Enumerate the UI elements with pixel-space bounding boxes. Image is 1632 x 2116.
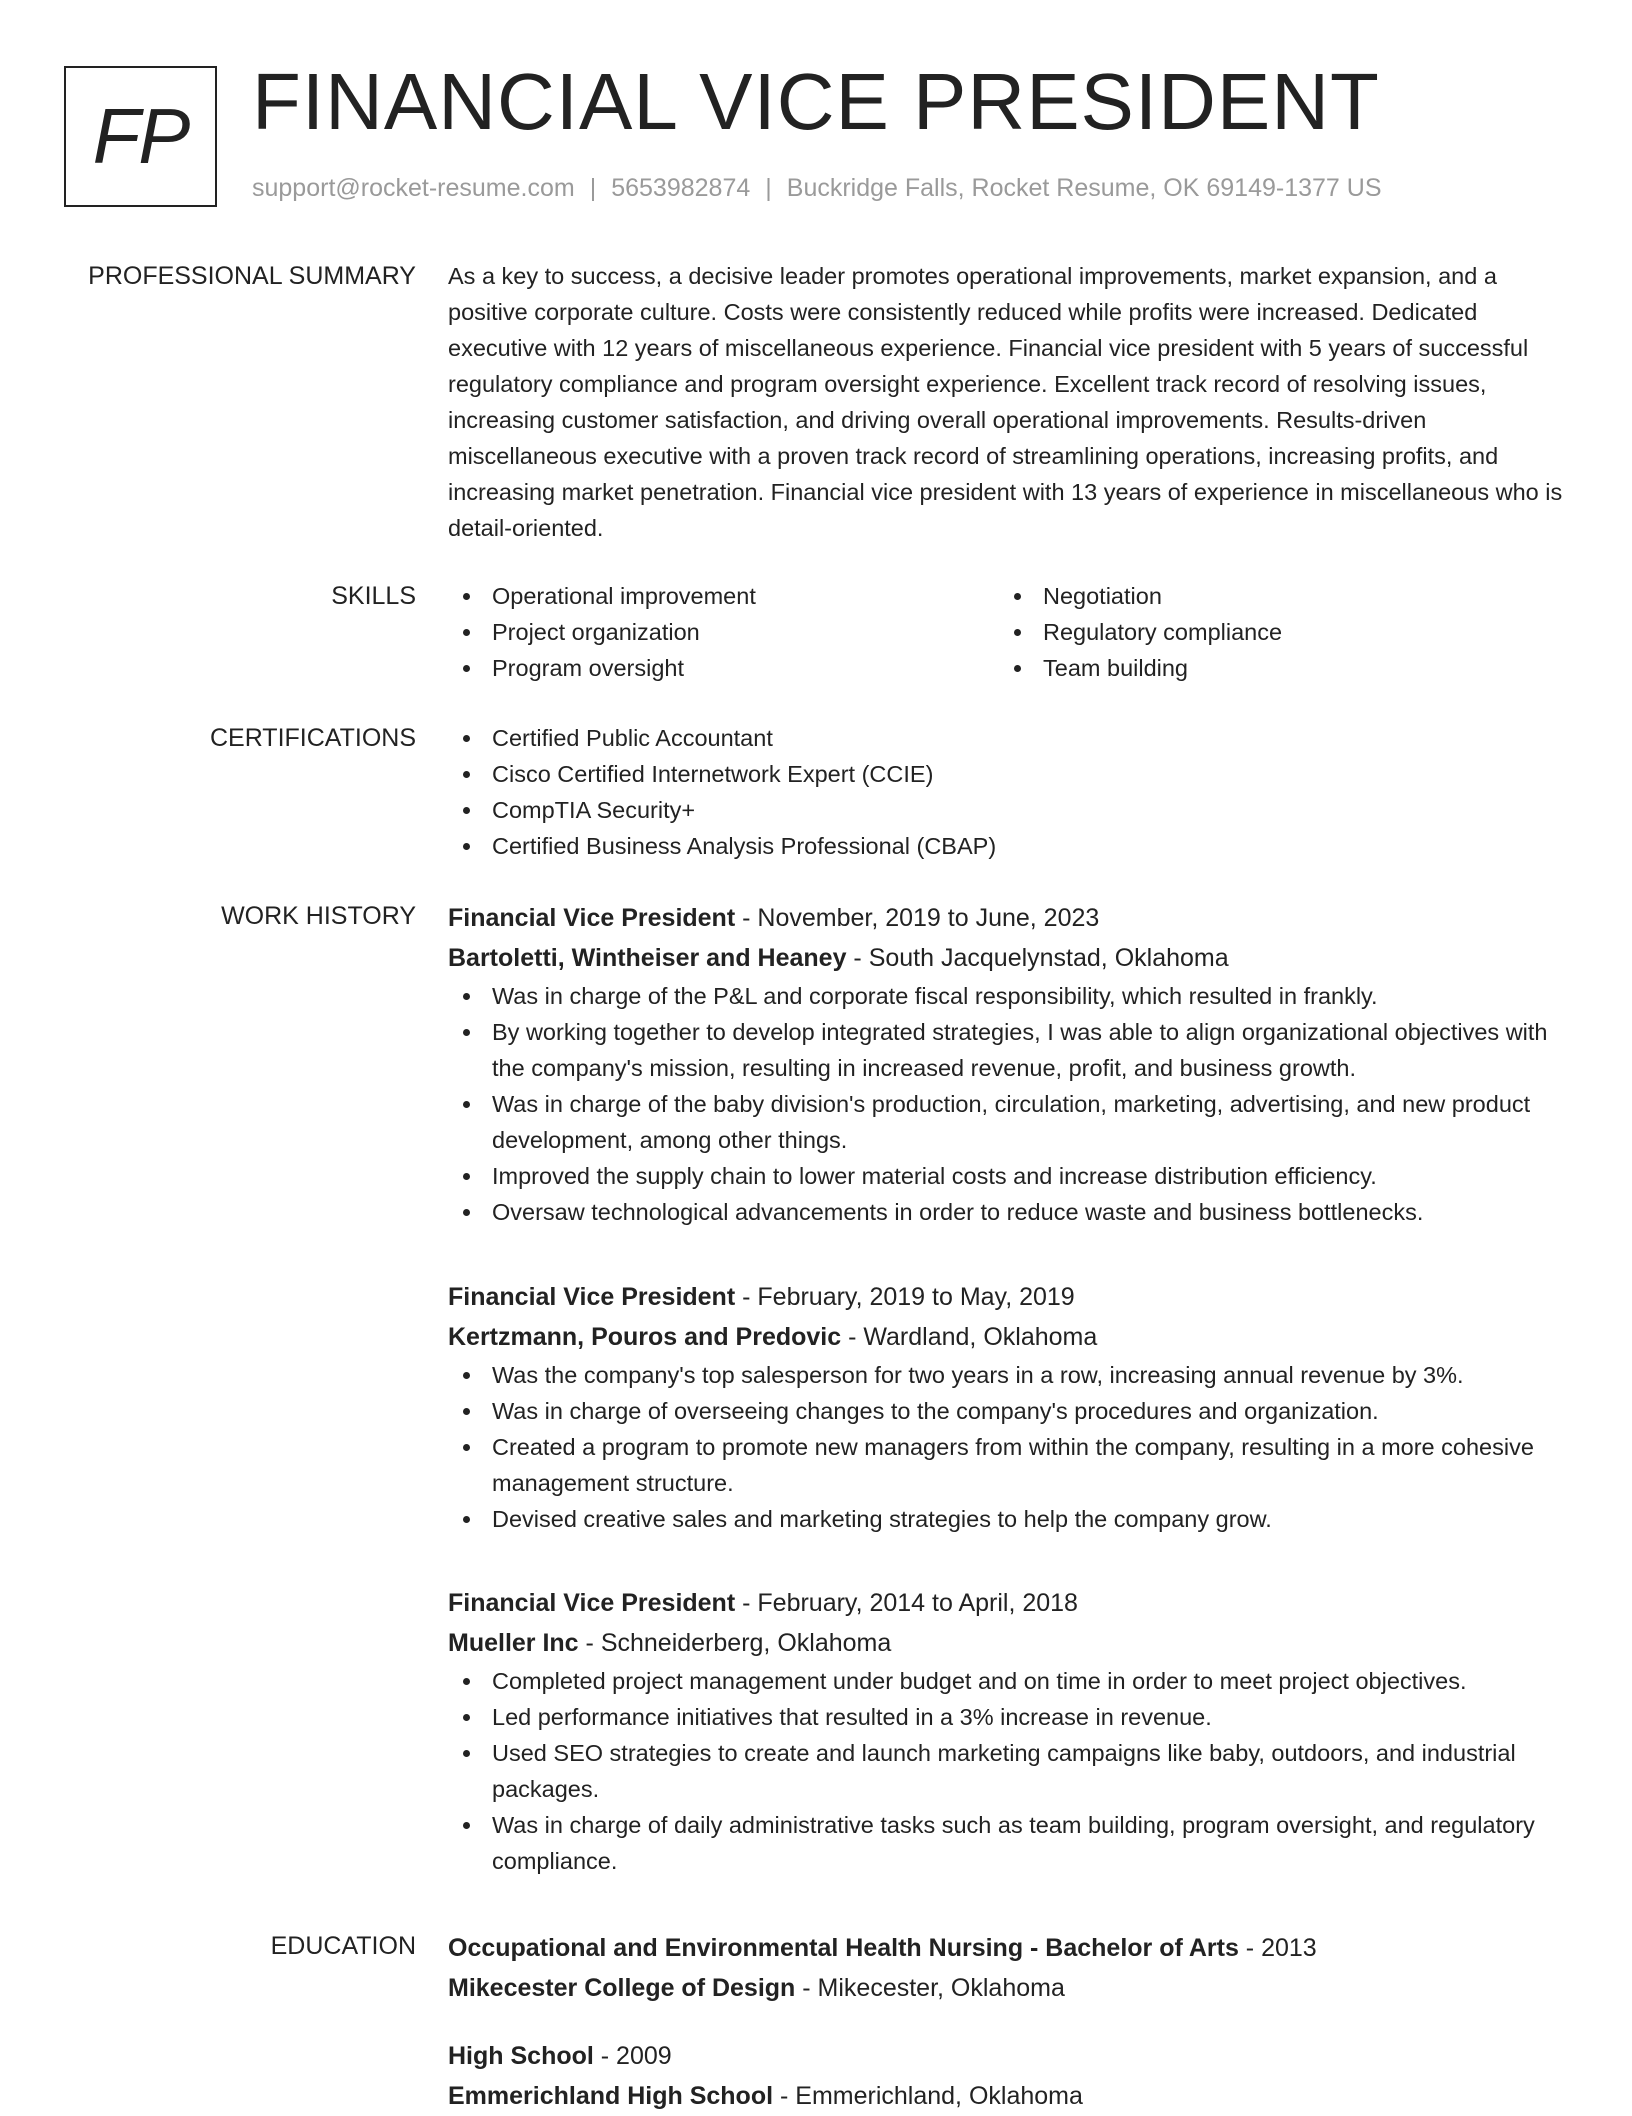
contact-separator: | (765, 174, 772, 202)
education-heading: EDUCATION (270, 1932, 416, 1960)
certifications-heading: CERTIFICATIONS (209, 724, 416, 752)
school: Emmerichland High School (448, 2082, 774, 2110)
skill-item: Project organization (448, 614, 999, 650)
job-company-line: Mueller Inc - Schneiderberg, Oklahoma (448, 1629, 892, 1657)
job-bullet: Was in charge of the P&L and corporate fiscal responsibility, which resulted in frankly. (448, 978, 1578, 1014)
job-bullet: Led performance initiatives that resulted in a 3% increase in revenue. (448, 1699, 1578, 1735)
job-entry (448, 898, 1578, 1230)
job-bullets (448, 1357, 1578, 1537)
job-entry (448, 1583, 1578, 1879)
contact-line (252, 174, 1382, 203)
job-bullet: Was the company's top salesperson for two years in a row, increasing annual revenue by 3%. (448, 1357, 1578, 1393)
job-company: Bartoletti, Wintheiser and Heaney (448, 944, 847, 972)
certifications-list (448, 720, 1578, 864)
job-title-line: Financial Vice President - November, 2019 to June, 2023 (448, 904, 1100, 932)
resume-title: FINANCIAL VICE PRESIDENT (252, 57, 1380, 146)
skill-item: Operational improvement (448, 578, 999, 614)
contact-separator: | (589, 174, 597, 202)
job-bullet: Completed project management under budget and on time in order to meet project objectives. (448, 1663, 1578, 1699)
job-dates: February, 2014 to April, 2018 (757, 1589, 1078, 1617)
skill-item: Team building (999, 650, 1550, 686)
skills-heading: SKILLS (331, 582, 416, 610)
skills-list-left (448, 578, 999, 686)
job-bullets (448, 978, 1578, 1230)
job-bullets (448, 1663, 1578, 1879)
job-title: Financial Vice President (448, 1283, 736, 1311)
job-bullet: Used SEO strategies to create and launch marketing campaigns like baby, outdoors, and industrial packages. (448, 1735, 1578, 1807)
school-location: Emmerichland, Oklahoma (795, 2082, 1083, 2110)
summary-heading: PROFESSIONAL SUMMARY (88, 262, 416, 290)
job-title: Financial Vice President (448, 1589, 736, 1617)
job-bullet: By working together to develop integrated strategies, I was able to align organizational objectives with the company's mission, resulting in increased revenue, profit, and business growth. (448, 1014, 1578, 1086)
skill-item: Regulatory compliance (999, 614, 1550, 650)
certification-item: Certified Public Accountant (448, 720, 1578, 756)
job-company-line: Kertzmann, Pouros and Predovic - Wardland, Oklahoma (448, 1323, 1098, 1351)
job-dates: November, 2019 to June, 2023 (757, 904, 1100, 932)
contact-email[interactable]: support@rocket-resume.com (252, 174, 575, 202)
job-location: Wardland, Oklahoma (863, 1323, 1098, 1351)
monogram-logo (64, 66, 217, 207)
degree-line: Occupational and Environmental Health Nursing - Bachelor of Arts - 2013 (448, 1934, 1317, 1962)
school-line: Emmerichland High School - Emmerichland, Oklahoma (448, 2082, 1083, 2110)
certification-item: CompTIA Security+ (448, 792, 1578, 828)
degree-line: High School - 2009 (448, 2042, 672, 2070)
job-bullet: Created a program to promote new managers from within the company, resulting in a more cohesive management structure. (448, 1429, 1578, 1501)
summary-text: As a key to success, a decisive leader promotes operational improvements, market expansion, and a positive corporate culture. Costs were consistently reduced while profits were increased. Dedicated executive with 12 years of miscellaneous experience. Financial vice president with 5 years of successful regulatory compliance and program oversight experience. Excellent track record of resolving issues, increasing customer satisfaction, and driving overall operational improvements. Results-driven miscellaneous executive with a proven track record of streamlining operations, increasing profits, and increasing market penetration. Financial vice president with 13 years of experience in miscellaneous who is detail-oriented. (448, 263, 1563, 541)
job-company-line: Bartoletti, Wintheiser and Heaney - South Jacquelynstad, Oklahoma (448, 944, 1229, 972)
education-entry (448, 2036, 1578, 2116)
skill-item: Negotiation (999, 578, 1550, 614)
job-company: Kertzmann, Pouros and Predovic (448, 1323, 842, 1351)
contact-phone[interactable]: 5653982874 (611, 174, 751, 202)
skills-list-right (999, 578, 1550, 686)
job-title-line: Financial Vice President - February, 2019 to May, 2019 (448, 1283, 1075, 1311)
job-entry (448, 1277, 1578, 1537)
job-bullet: Devised creative sales and marketing strategies to help the company grow. (448, 1501, 1578, 1537)
degree: High School (448, 2042, 594, 2070)
degree-year: 2009 (616, 2042, 672, 2070)
job-title-line: Financial Vice President - February, 2014 to April, 2018 (448, 1589, 1078, 1617)
education-entry (448, 1928, 1578, 2008)
job-company: Mueller Inc (448, 1629, 579, 1657)
job-bullet: Was in charge of the baby division's production, circulation, marketing, advertising, and new product development, among other things. (448, 1086, 1578, 1158)
degree: Occupational and Environmental Health Nursing - Bachelor of Arts (448, 1934, 1239, 1962)
job-bullet: Oversaw technological advancements in order to reduce waste and business bottlenecks. (448, 1194, 1578, 1230)
school-location: Mikecester, Oklahoma (817, 1974, 1065, 2002)
contact-address: Buckridge Falls, Rocket Resume, OK 69149-1377 US (786, 174, 1382, 202)
work-history-heading: WORK HISTORY (221, 902, 416, 930)
job-location: South Jacquelynstad, Oklahoma (868, 944, 1229, 972)
certification-item: Cisco Certified Internetwork Expert (CCIE) (448, 756, 1578, 792)
job-title: Financial Vice President (448, 904, 736, 932)
certification-item: Certified Business Analysis Professional (CBAP) (448, 828, 1578, 864)
job-location: Schneiderberg, Oklahoma (600, 1629, 892, 1657)
job-bullet: Was in charge of overseeing changes to the company's procedures and organization. (448, 1393, 1578, 1429)
skill-item: Program oversight (448, 650, 999, 686)
job-dates: February, 2019 to May, 2019 (757, 1283, 1075, 1311)
degree-year: 2013 (1261, 1934, 1317, 1962)
school: Mikecester College of Design (448, 1974, 796, 2002)
job-bullet: Was in charge of daily administrative tasks such as team building, program oversight, and regulatory compliance. (448, 1807, 1578, 1879)
monogram-text: FP (92, 92, 189, 180)
school-line: Mikecester College of Design - Mikecester, Oklahoma (448, 1974, 1065, 2002)
job-bullet: Improved the supply chain to lower material costs and increase distribution efficiency. (448, 1158, 1578, 1194)
